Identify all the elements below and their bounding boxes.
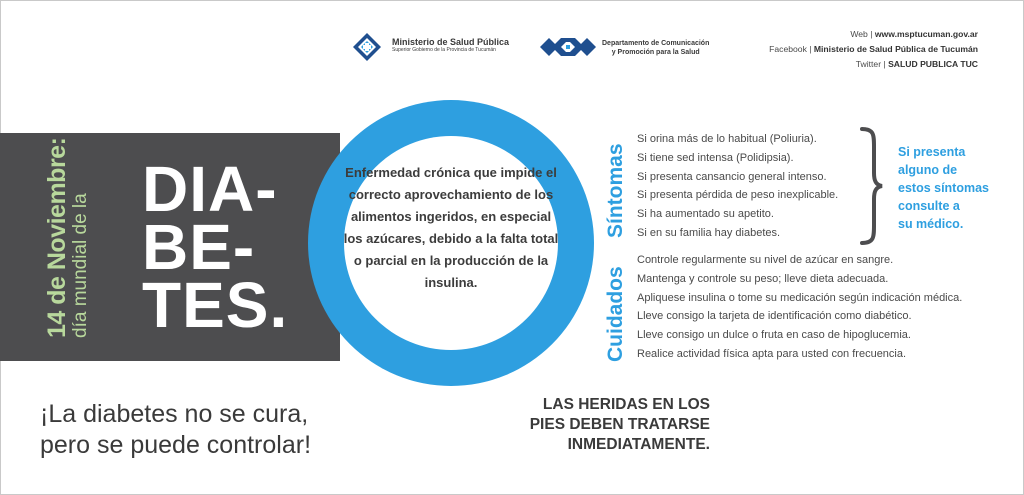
ministry-name: Ministerio de Salud Pública: [392, 37, 510, 47]
definition-text: Enfermedad crónica que impide el correcto aprovechamiento de los alimentos ingeridos, en especial los azúcares, debido a la falta total o parcial en la producción de la insulina.: [343, 165, 559, 290]
big-title-line3: TES.: [142, 269, 289, 341]
list-item: Si orina más de lo habitual (Poliuria).: [637, 133, 817, 145]
slogan: [40, 399, 311, 461]
slogan-line2: pero se puede controlar!: [40, 431, 312, 459]
department-line2: y Promoción para la Salud: [611, 48, 700, 56]
curly-brace-icon: [858, 125, 886, 247]
consult-note-line: consulte a: [898, 199, 960, 213]
consult-note-line: su médico.: [898, 217, 964, 231]
consult-note-line: estos síntomas: [898, 181, 990, 195]
department-logo-icon: [540, 38, 596, 56]
date-vertical-title: [44, 138, 92, 338]
list-item: Si presenta pérdida de peso inexplicable.: [637, 189, 839, 202]
consult-note: [898, 143, 989, 233]
list-item: Mantenga y controle su peso; lleve dieta adecuada.: [637, 272, 889, 285]
foot-warning: [470, 395, 710, 455]
ministry-subtitle: Superior Gobierno de la Provincia de Tucumán: [392, 46, 496, 53]
ministry-logo-icon: [352, 32, 382, 62]
diabetes-big-title: [142, 153, 289, 341]
list-item: Si tiene sed intensa (Polidipsia).: [637, 151, 794, 164]
list-item: Controle regularmente su nivel de azúcar en sangre.: [637, 254, 894, 266]
list-item: Realice actividad física apta para usted con frecuencia.: [637, 347, 907, 360]
warning-line2: PIES DEBEN TRATARSE: [529, 416, 710, 433]
web-link[interactable]: www.msptucuman.gov.ar: [874, 29, 978, 39]
cuidados-list: [637, 251, 962, 364]
consult-note-line: alguno de: [898, 163, 958, 177]
sintomas-list: [637, 130, 838, 243]
list-item: Apliquese insulina o tome su medicación según indicación médica.: [637, 291, 963, 304]
contact-block: [769, 27, 978, 72]
department-line1: Departamento de Comunicación: [602, 40, 710, 47]
twitter-label: Twitter |: [855, 59, 886, 69]
warning-line1: LAS HERIDAS EN LOS: [542, 396, 710, 413]
slogan-line1: ¡La diabetes no se cura,: [40, 400, 309, 428]
web-label: Web |: [850, 29, 873, 39]
day-subtitle: día mundial de la: [70, 193, 91, 338]
consult-note-line: Si presenta: [898, 145, 966, 159]
ministry-name-block: [392, 38, 509, 53]
list-item: Lleve consigo la tarjeta de identificación como diabético.: [637, 310, 912, 323]
facebook-link[interactable]: Ministerio de Salud Pública de Tucumán: [813, 44, 978, 54]
list-item: Si presenta cansancio general intenso.: [637, 170, 827, 183]
list-item: Si en su familia hay diabetes.: [637, 226, 781, 239]
list-item: Si ha aumentado su apetito.: [637, 208, 774, 221]
big-title-line2: BE-: [142, 211, 256, 283]
sintomas-label: Síntomas: [604, 143, 627, 238]
twitter-link[interactable]: SALUD PUBLICA TUC: [888, 59, 978, 69]
warning-line3: INMEDIATAMENTE.: [567, 436, 710, 453]
big-title-line1: DIA-: [142, 153, 278, 225]
facebook-label: Facebook |: [769, 44, 812, 54]
list-item: Lleve consigo un dulce o fruta en caso de hipoglucemia.: [637, 329, 911, 342]
cuidados-label: Cuidados: [604, 266, 627, 362]
date-text: 14 de Noviembre:: [43, 137, 71, 338]
department-name-block: [602, 40, 709, 58]
